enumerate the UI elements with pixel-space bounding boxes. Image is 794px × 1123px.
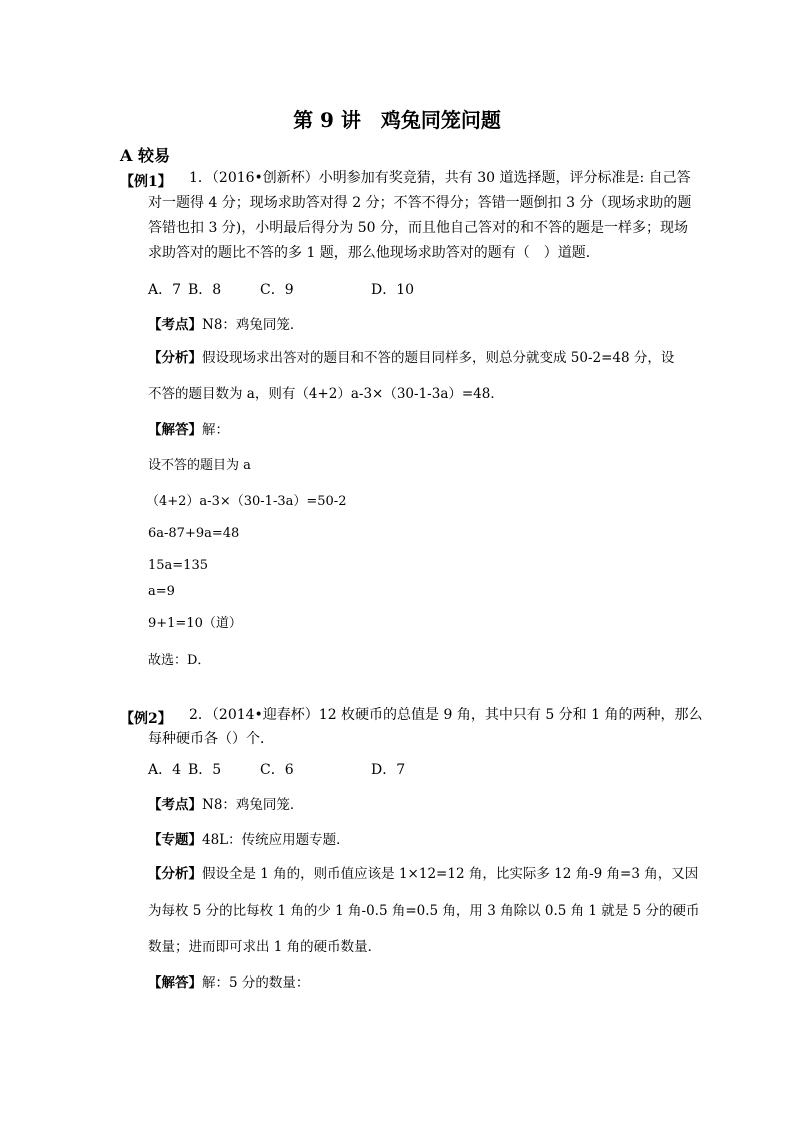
example-1-option-a: A．7 xyxy=(148,282,182,298)
example-2-question-line-2: 每种硬币各（）个． xyxy=(148,731,274,747)
solution-step-3: 6a-87+9a=48 xyxy=(148,526,240,541)
kaodian-text: N8：鸡兔同笼． xyxy=(202,797,304,813)
fenxi-tag: 【分析】 xyxy=(148,350,202,366)
solution-answer: 故选：D． xyxy=(148,653,211,668)
jieda-text: 解： xyxy=(202,422,229,438)
example-1-question-line-4: 求助答对的题比不答的多 1 题，那么他现场求助答对的题有（ ）道题． xyxy=(148,245,600,261)
example-2-question-line-1: 2．（2014•迎春杯）12 枚硬币的总值是 9 角，其中只有 5 分和 1 角的两种，那么 xyxy=(189,707,703,723)
jieda-tag: 【解答】 xyxy=(148,975,202,991)
example-2-fenxi-line-3: 数量；进而即可求出 1 角的硬币数量． xyxy=(148,939,382,955)
example-2-fenxi-line-1 xyxy=(148,862,698,882)
section-heading: A 较易 xyxy=(120,146,170,165)
example-1-option-c: C．9 xyxy=(260,282,294,298)
zhuanti-tag: 【专题】 xyxy=(148,832,202,848)
kaodian-tag: 【考点】 xyxy=(148,797,202,813)
example-2-option-d: D．7 xyxy=(371,762,406,778)
example-2-jieda xyxy=(148,971,309,991)
fenxi-text: 假设全是 1 角的，则币值应该是 1×12=12 角，比实际多 12 角-9 角=3 角，又因 xyxy=(202,866,699,882)
solution-step-4: 15a=135 xyxy=(148,558,208,573)
jieda-tag: 【解答】 xyxy=(148,422,202,438)
example-2-tag: 【例2】 xyxy=(120,711,172,727)
example-1-kaodian xyxy=(148,313,303,333)
example-2-option-b: B．5 xyxy=(188,762,222,778)
example-1-fenxi-line-2: 不答的题目数为 a，则有（4+2）a-3×（30-1-3a）=48． xyxy=(148,386,504,402)
page-title: 第 9 讲 鸡兔同笼问题 xyxy=(293,108,501,132)
kaodian-text: N8：鸡兔同笼． xyxy=(202,317,304,333)
example-1-jieda xyxy=(148,418,229,438)
solution-step-2: （4+2）a-3×（30-1-3a）=50-2 xyxy=(146,494,347,509)
example-1-question-line-3: 答错也扣 3 分)，小明最后得分为 50 分，而且他自己答对的和不答的题是一样多；现场 xyxy=(148,220,688,236)
example-1-option-d: D．10 xyxy=(371,282,415,298)
zhuanti-text: 48L：传统应用题专题． xyxy=(202,832,350,848)
solution-step-5: a=9 xyxy=(148,584,175,599)
example-1-question-line-2: 对一题得 4 分；现场求助答对得 2 分；不答不得分；答错一题倒扣 3 分（现场求助的题 xyxy=(148,195,692,211)
example-1-tag: 【例1】 xyxy=(120,174,172,190)
example-1-option-b: B．8 xyxy=(188,282,222,298)
example-1-fenxi-line-1 xyxy=(148,346,674,366)
jieda-text: 解：5 分的数量： xyxy=(202,975,310,991)
example-2-fenxi-line-2: 为每枚 5 分的比每枚 1 角的少 1 角-0.5 角=0.5 角，用 3 角除以 0.5 角 1 就是 5 分的硬币 xyxy=(148,903,700,919)
solution-step-1: 设不答的题目为 a xyxy=(148,458,251,473)
fenxi-tag: 【分析】 xyxy=(148,866,202,882)
kaodian-tag: 【考点】 xyxy=(148,317,202,333)
example-2-option-a: A．4 xyxy=(148,762,182,778)
solution-step-6: 9+1=10（道） xyxy=(148,616,242,631)
example-2-option-c: C．6 xyxy=(260,762,294,778)
fenxi-text: 假设现场求出答对的题目和不答的题目同样多，则总分就变成 50-2=48 分，设 xyxy=(202,350,675,366)
example-2-zhuanti xyxy=(148,828,350,848)
example-2-kaodian xyxy=(148,793,303,813)
example-1-question-line-1: 1．（2016•创新杯）小明参加有奖竞猜，共有 30 道选择题，评分标准是: 自己答 xyxy=(189,170,691,186)
